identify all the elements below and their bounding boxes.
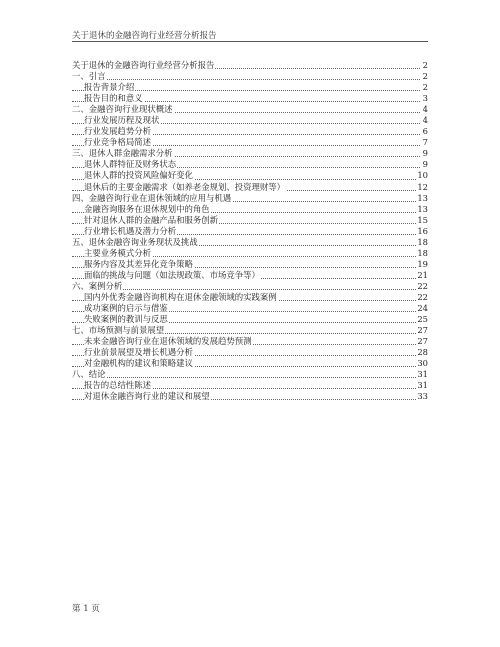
- toc-entry-title: 金融咨询服务在退休规划中的角色: [84, 203, 210, 214]
- toc-entry-title: 报告背景介绍: [84, 82, 135, 93]
- toc-entry[interactable]: [72, 314, 428, 325]
- toc-entry-title: 二、金融咨询行业现状概述: [72, 104, 173, 115]
- toc-entry[interactable]: [72, 215, 428, 226]
- toc-entry-title: 失败案例的教训与反思: [84, 314, 168, 325]
- toc-entry[interactable]: [72, 137, 428, 148]
- toc-entry-title: 行业增长机遇及潜力分析: [84, 225, 177, 236]
- toc-entry[interactable]: [72, 292, 428, 303]
- toc-page-number: 9: [422, 148, 428, 159]
- toc-entry[interactable]: [72, 170, 428, 181]
- toc-entry[interactable]: [72, 93, 428, 104]
- toc-entry[interactable]: [72, 193, 428, 204]
- toc-entry[interactable]: [72, 115, 428, 126]
- toc-page-number: 27: [417, 336, 428, 347]
- toc-page-number: 2: [422, 60, 428, 70]
- toc-entry[interactable]: [72, 159, 428, 170]
- toc-page-number: 10: [417, 170, 428, 181]
- toc-entry-title: 面临的挑战与问题（如法规政策、市场竞争等）: [84, 269, 260, 280]
- toc-entry[interactable]: [72, 248, 428, 259]
- toc-entry-title: 退休后的主要金融需求（如养老金规划、投资理财等）: [84, 181, 285, 192]
- toc-entry[interactable]: [72, 358, 428, 369]
- toc-page-number: 9: [422, 159, 428, 170]
- toc-page-number: 22: [417, 291, 428, 302]
- toc-page-number: 31: [417, 380, 428, 391]
- toc-page-number: 25: [417, 314, 428, 325]
- toc-page-number: 7: [422, 137, 428, 148]
- toc-entry-title: 四、金融咨询行业在退休领域的应用与机遇: [72, 192, 232, 203]
- toc-entry-title: 主要业务模式分析: [84, 247, 151, 258]
- toc-page-number: 4: [422, 115, 428, 126]
- toc-entry-title: 报告目的和意义: [84, 93, 143, 104]
- toc-entry-title: 服务内容及其差异化竞争策略: [84, 258, 193, 269]
- toc-entry-title: 一、引言: [72, 71, 106, 82]
- toc-entry-title: 对金融机构的建议和策略建议: [84, 358, 193, 369]
- toc-page-number: 22: [417, 280, 428, 291]
- toc-entry-title: 报告的总结性陈述: [84, 380, 151, 391]
- toc-entry[interactable]: [72, 148, 428, 159]
- toc-entry-title: 国内外优秀金融咨询机构在退休金融领域的实践案例: [84, 291, 277, 302]
- toc-entry-title: 行业竞争格局简述: [84, 137, 151, 148]
- page-header: 关于退休的金融咨询行业经营分析报告: [72, 31, 217, 41]
- toc-page-number: 19: [417, 258, 428, 269]
- toc-entry[interactable]: [72, 347, 428, 358]
- toc-page-number: 31: [417, 369, 428, 380]
- toc-entry[interactable]: [72, 325, 428, 336]
- toc-entry[interactable]: [72, 259, 428, 270]
- toc-entry[interactable]: [72, 226, 428, 237]
- toc-entry-title: 退休人群的投资风险偏好变化: [84, 170, 193, 181]
- toc-page-number: 18: [417, 247, 428, 258]
- toc-entry[interactable]: [72, 60, 428, 71]
- toc-page-number: 12: [417, 181, 428, 192]
- toc-entry-title: 七、市场预测与前景展望: [72, 325, 165, 336]
- toc-entry[interactable]: [72, 104, 428, 115]
- toc-entry-title: 五、退休金融咨询业务现状及挑战: [72, 236, 198, 247]
- toc-page-number: 18: [417, 236, 428, 247]
- toc-entry-title: 关于退休的金融咨询行业经营分析报告: [72, 60, 215, 70]
- toc-page-number: 2: [422, 82, 428, 93]
- toc-entry-title: 三、退休人群金融需求分析: [72, 148, 173, 159]
- toc-page-number: 13: [417, 192, 428, 203]
- toc-entry-title: 行业前景展望及增长机遇分析: [84, 347, 193, 358]
- toc-entry-title: 成功案例的启示与借鉴: [84, 303, 168, 314]
- toc-page-number: 33: [417, 391, 428, 402]
- toc-leader-dots: [72, 79, 420, 80]
- toc-entry[interactable]: [72, 303, 428, 314]
- toc-page-number: 30: [417, 358, 428, 369]
- toc-page-number: 2: [422, 71, 428, 82]
- toc-entry[interactable]: [72, 204, 428, 215]
- toc-page-number: 24: [417, 303, 428, 314]
- header-divider: [72, 41, 428, 42]
- toc-leader-dots: [72, 377, 420, 378]
- toc-entry[interactable]: [72, 369, 428, 380]
- toc-page-number: 6: [422, 126, 428, 137]
- toc-entry-title: 八、结论: [72, 369, 106, 380]
- toc-entry[interactable]: [72, 270, 428, 281]
- toc-entry-title: 未来金融咨询行业在退休领域的发展趋势预测: [84, 336, 252, 347]
- toc-page-number: 16: [417, 225, 428, 236]
- toc-entry[interactable]: [72, 237, 428, 248]
- toc-entry[interactable]: [72, 380, 428, 391]
- toc-page-number: 3: [422, 93, 428, 104]
- toc-page-number: 4: [422, 104, 428, 115]
- toc-leader-dots: [72, 289, 420, 290]
- table-of-contents: [72, 60, 428, 402]
- toc-entry[interactable]: [72, 71, 428, 82]
- toc-entry-title: 针对退休人群的金融产品和服务创新: [84, 214, 218, 225]
- toc-page-number: 21: [417, 269, 428, 280]
- toc-entry[interactable]: [72, 126, 428, 137]
- toc-entry[interactable]: [72, 281, 428, 292]
- toc-entry[interactable]: [72, 182, 428, 193]
- toc-entry[interactable]: [72, 391, 428, 402]
- toc-page-number: 27: [417, 325, 428, 336]
- toc-page-number: 15: [417, 214, 428, 225]
- toc-page-number: 28: [417, 347, 428, 358]
- toc-entry-title: 行业发展趋势分析: [84, 126, 151, 137]
- toc-entry-title: 退休人群特征及财务状态: [84, 159, 177, 170]
- toc-entry-title: 行业发展历程及现状: [84, 115, 160, 126]
- toc-entry-title: 对退休金融咨询行业的建议和展望: [84, 391, 210, 402]
- toc-page-number: 13: [417, 203, 428, 214]
- toc-entry[interactable]: [72, 336, 428, 347]
- page-footer: 第 1 页: [72, 604, 100, 614]
- toc-entry-title: 六、案例分析: [72, 280, 123, 291]
- toc-entry[interactable]: [72, 82, 428, 93]
